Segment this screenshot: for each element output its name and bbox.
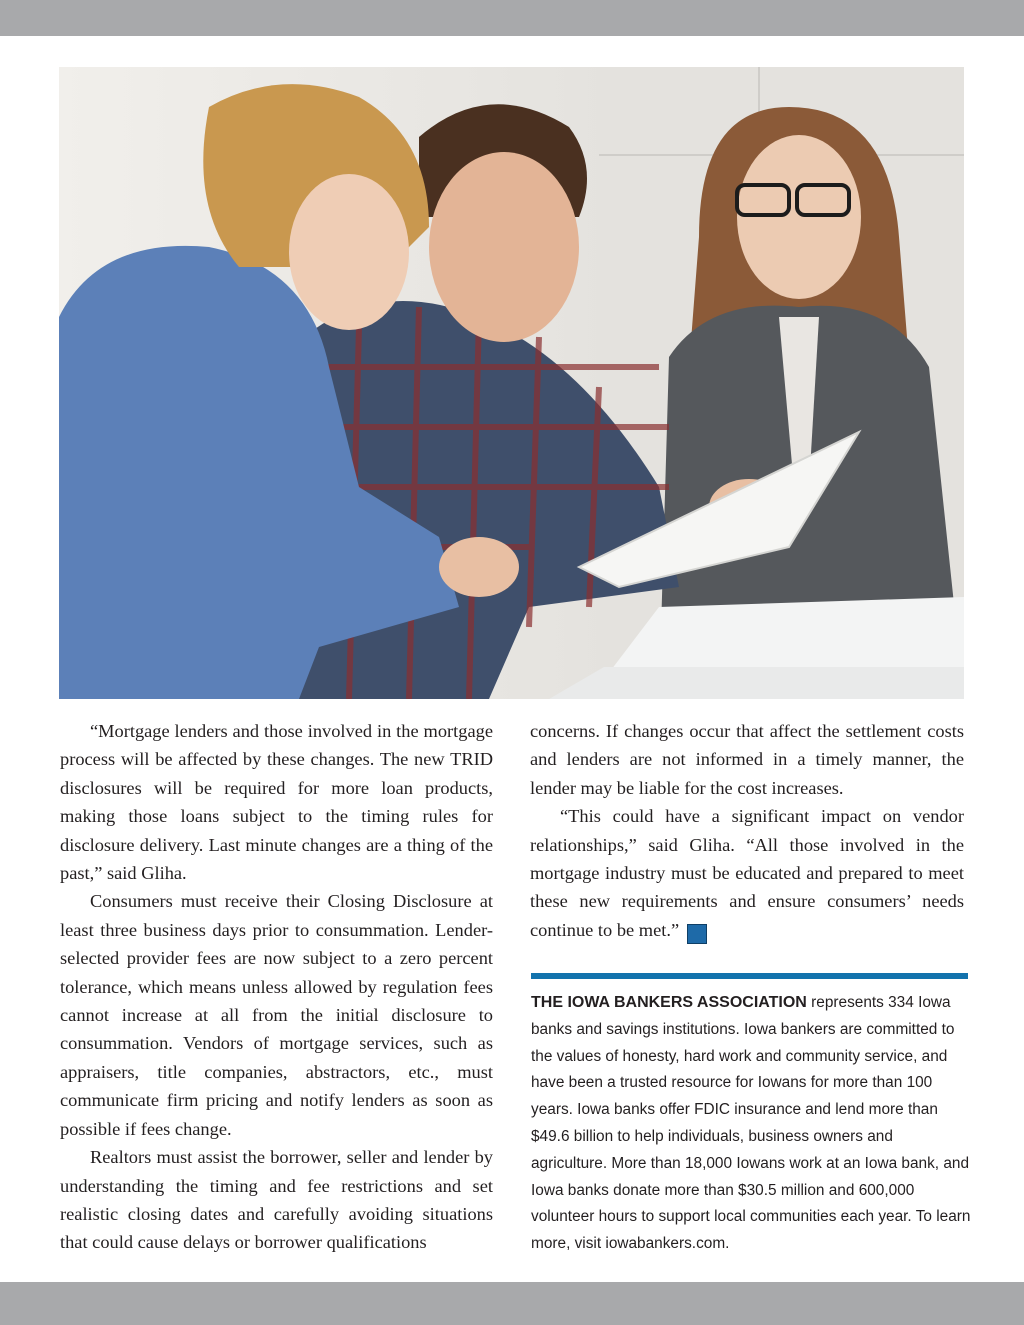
paragraph: Realtors must assist the borrower, seller and lender by understanding the timing and fee restrictions and set realistic closing dates and carefully avoiding situations that could cause delays or borrower qualifications <box>60 1147 493 1253</box>
photo-illustration <box>59 67 964 699</box>
paragraph: “Mortgage lenders and those involved in the mortgage process will be affected by these changes. The new TRID disclosures will be required for more loan products, making those loans subject to the timing rules for disclosure delivery. Last minute changes are a thing of the past,” said Gliha. <box>60 721 493 884</box>
about-box <box>531 990 971 1258</box>
about-divider <box>531 973 968 979</box>
article-left-column <box>60 717 493 1257</box>
end-mark-icon: B <box>687 924 707 944</box>
paragraph: Consumers must receive their Closing Disclosure at least three business days prior to consummation. Lender-selected provider fees are now subject to a zero percent tolerance, which means unless allowed by regulation fees cannot increase at all from the initial disclosure to consummation. Vendors of mortgage services, such as appraisers, title companies, abstractors, etc., must communicate firm pricing and notify lenders as soon as possible if fees change. <box>60 891 493 1139</box>
closing-paragraph <box>530 802 964 944</box>
article-photo <box>59 67 964 699</box>
paragraph: concerns. If changes occur that affect the settlement costs and lenders are not informed in a timely manner, the lender may be liable for the cost increases. <box>530 721 964 798</box>
bottom-band <box>0 1282 1024 1325</box>
top-band <box>0 0 1024 36</box>
about-text: represents 334 Iowa banks and savings institutions. Iowa bankers are committed to the values of honesty, hard work and community service, and have been a trusted resource for Iowans for more than 100 years. Iowa banks offer FDIC insurance and lend more than $49.6 billion to help individuals, business owners and agriculture. More than 18,000 Iowans work at an Iowa bank, and Iowa banks donate more than $30.5 million and 600,000 volunteer hours to support local communities each year. To learn more, visit iowabankers.com. <box>531 994 971 1253</box>
about-lead: THE IOWA BANKERS ASSOCIATION <box>531 994 807 1011</box>
article-right-column <box>530 717 964 944</box>
paragraph-text: “This could have a significant impact on vendor relationships,” said Gliha. “All those involved in the mortgage industry must be educated and prepared to meet these new requirements and ensure consumers’ needs continue to be met.” <box>530 806 964 940</box>
